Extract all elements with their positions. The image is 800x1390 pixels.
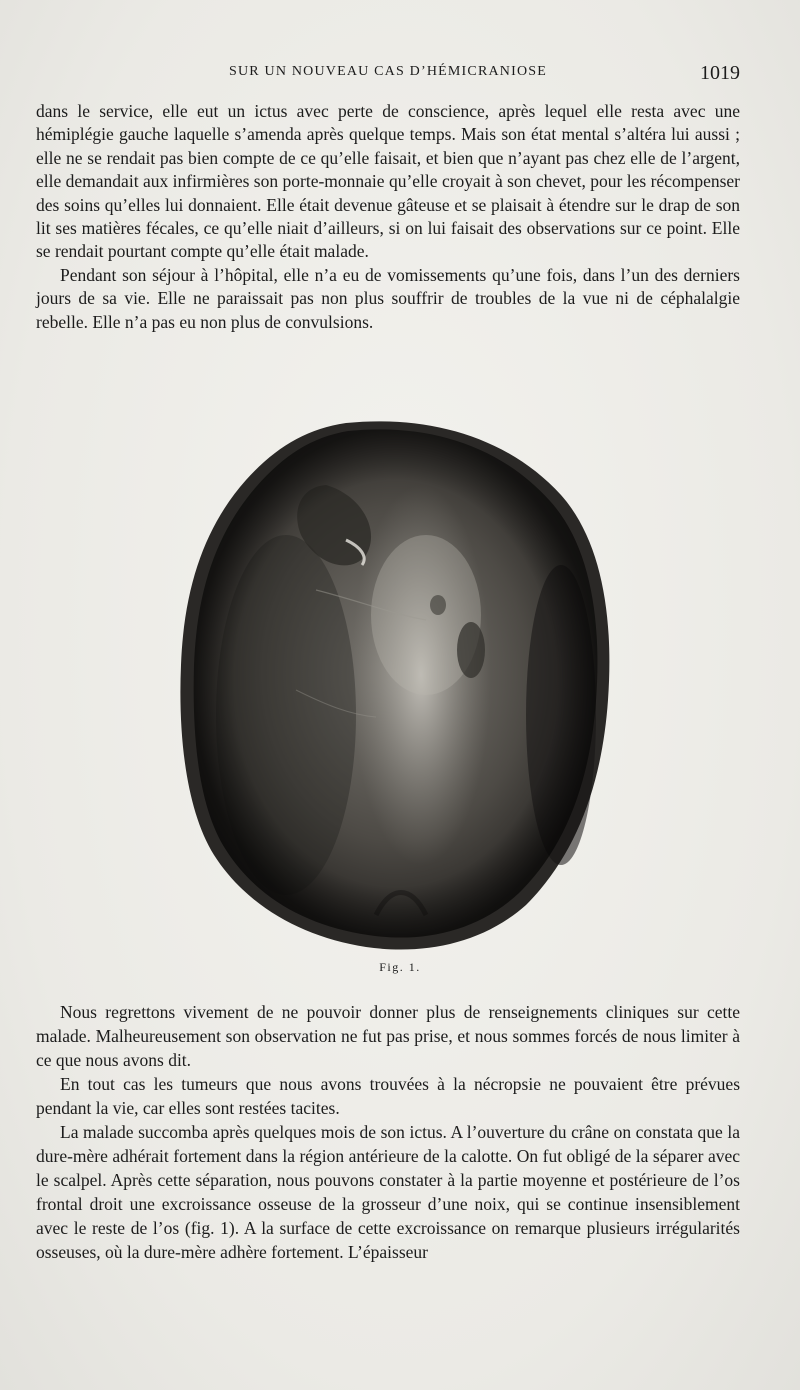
running-title: SUR UN NOUVEAU CAS D’HÉMICRANIOSE [228,64,548,79]
paragraph: En tout cas les tumeurs que nous avons trouvées à la nécropsie ne pouvaient être prévues pendant la vie, car elles sont restées tacites. [36,1074,740,1118]
paragraph: Pendant son séjour à l’hôpital, elle n’a eu de vomissements qu’une fois, dans l’un des derniers jours de sa vie. Elle ne paraissait pas non plus souffrir de troubles de la vue ni de céphalalgie rebelle. Elle n’a pas eu non plus de convulsions. [36,264,740,332]
page-number: 1019 [700,62,740,84]
paragraph: dans le service, elle eut un ictus avec perte de conscience, après lequel elle resta avec une hémiplégie gauche laquelle s’amenda après quelque temps. Mais son état mental s’altéra lui aussi ; elle ne se rendait pas bien compte de ce qu’elle faisait, et bien que n’ayant pas chez elle de l’argent, elle demandait aux infirmières son porte-monnaie qu’elle croyait à son chevet, pour les récompenser des soins qu’elles lui donnaient. Elle était devenue gâteuse et se plaisait à étendre sur le drap de son lit ses matières fécales, ce qu’elle niait d’ailleurs, si on lui faisait des observations sur ce point. Elle se rendait pourtant compte qu’elle était malade. [36,101,740,262]
running-head [36,62,740,86]
paragraph: Nous regrettons vivement de ne pouvoir donner plus de renseignements cliniques sur cette malade. Malheureusement son observation ne fut pas prise, et nous sommes forcés de nous limiter à ce que nous avons dit. [36,1002,740,1070]
figure-caption: Fig. 1. [379,960,421,974]
skull-cap-photograph [176,415,614,955]
paragraph: La malade succomba après quelques mois de son ictus. A l’ouverture du crâne on constata que la dure-mère adhérait fortement dans la région antérieure de la calotte. On fut obligé de la séparer avec le scalpel. Après cette séparation, nous pouvons constater à la partie moyenne et postérieure de l’os frontal droit une excroissance osseuse de la grosseur d’une noix, qui se continue insensiblement avec le reste de l’os (fig. 1). A la surface de cette excroissance on remarque plusieurs irrégularités osseuses, où la dure-mère adhère fortement. L’épaisseur [36,1122,740,1262]
body-text-bottom [36,1000,740,1264]
body-text-top [36,100,740,334]
